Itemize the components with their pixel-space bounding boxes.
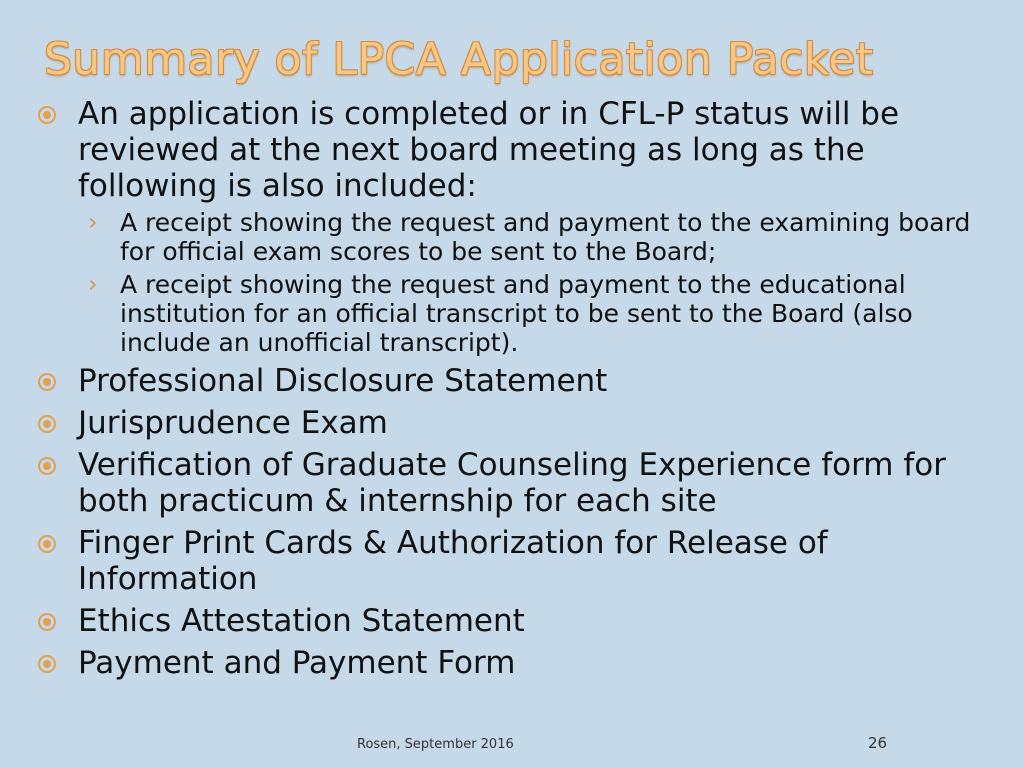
sub-bullet-item <box>30 208 990 266</box>
bullet-text: Ethics Attestation Statement <box>78 603 525 639</box>
sub-bullet-text: A receipt showing the request and payment to the examining board for official exam scores to be sent to the Board; <box>120 208 971 266</box>
sub-bullet-item <box>30 270 990 357</box>
bullet-item <box>30 645 990 681</box>
bullet-item <box>30 525 990 597</box>
circle-bullet-icon <box>38 457 56 475</box>
page-number: 26 <box>868 734 888 752</box>
bullet-item <box>30 96 990 204</box>
circle-bullet-icon <box>38 106 56 124</box>
circle-bullet-icon <box>38 415 56 433</box>
circle-bullet-icon <box>38 373 56 391</box>
slide-title: Summary of LPCA Application Packet <box>44 34 874 85</box>
circle-bullet-icon <box>38 613 56 631</box>
bullet-text: An application is completed or in CFL-P status will be reviewed at the next board meeting as long as the following is also included: <box>78 96 900 204</box>
bullet-item <box>30 405 990 441</box>
bullet-item <box>30 603 990 639</box>
chevron-right-icon: › <box>88 208 98 236</box>
bullet-item <box>30 363 990 399</box>
circle-bullet-icon <box>38 655 56 673</box>
circle-bullet-icon <box>38 535 56 553</box>
chevron-right-icon: › <box>88 270 98 298</box>
bullet-text: Verification of Graduate Counseling Experience form for both practicum & internship for each site <box>78 447 946 519</box>
bullet-text: Jurisprudence Exam <box>78 405 388 441</box>
bullet-text: Finger Print Cards & Authorization for Release of Information <box>78 525 828 597</box>
bullet-list <box>30 96 990 681</box>
bullet-text: Payment and Payment Form <box>78 645 516 681</box>
sub-bullet-text: A receipt showing the request and payment to the educational institution for an official transcript to be sent to the Board (also include an unofficial transcript). <box>120 270 913 357</box>
bullet-text: Professional Disclosure Statement <box>78 363 608 399</box>
bullet-item <box>30 447 990 519</box>
slide-footer: Rosen, September 2016 <box>357 737 514 752</box>
